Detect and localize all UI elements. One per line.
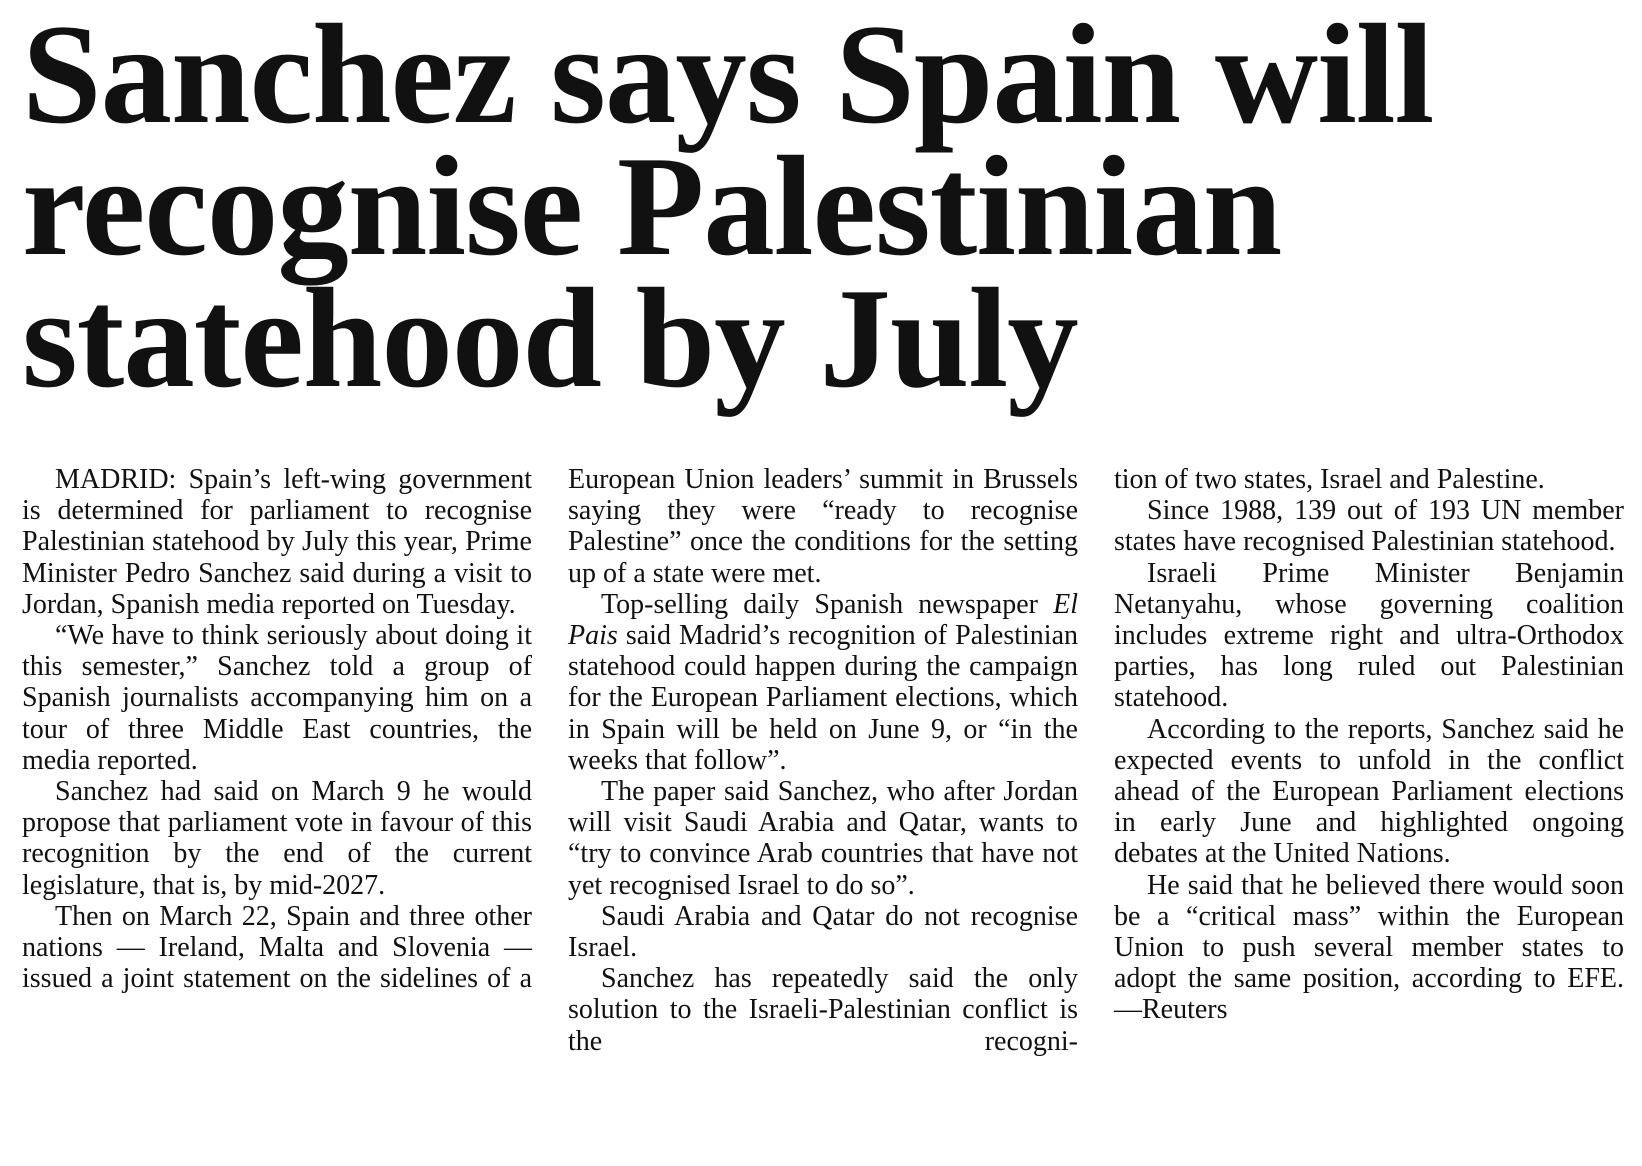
article-column-1: [22, 464, 532, 994]
paragraph-text: said Madrid’s recognition of Palestinian statehood could happen during the campaign for the European Parliament elections, which in Spain will be held on June 9, or “in the weeks that follow”.: [568, 620, 1078, 776]
headline: [22, 0, 1622, 417]
article-paragraph: tion of two states, Israel and Palestine.: [1114, 464, 1545, 495]
newspaper-name: El Pais: [568, 588, 1078, 652]
paragraph-text: Top-selling daily Spanish newspaper: [601, 588, 1054, 620]
headline-line-1: Sanchez says Spain will: [22, 0, 1434, 153]
article-column-3: [1114, 464, 1624, 1026]
article-paragraph: According to the reports, Sanchez said he expected events to unfold in the conflict ahead of the European Parliament elections in early June and highlighted ongoing debates at the United Nations.: [1114, 713, 1624, 870]
article-paragraph: European Union leaders’ summit in Brussels saying they were “ready to recognise Palestine” once the conditions for the setting up of a state were met.: [568, 464, 1078, 589]
article-paragraph: The paper said Sanchez, who after Jordan will visit Saudi Arabia and Qatar, wants to “try to convince Arab countries that have not yet recognised Israel to do so”.: [568, 776, 1078, 901]
article-paragraph: Since 1988, 139 out of 193 UN member states have recognised Palestinian statehood.: [1114, 495, 1624, 558]
headline-line-3: statehood by July: [22, 259, 1078, 417]
article-paragraph: Sanchez has repeatedly said the only solution to the Israeli-Palestinian conflict is the recogni-: [568, 963, 1078, 1057]
article-paragraph: MADRID: Spain’s left-wing government is determined for parliament to recognise Palestinian statehood by July this year, Prime Minister Pedro Sanchez said during a visit to Jordan, Spanish media reported on Tuesday.: [22, 464, 532, 620]
headline-line-2: recognise Palestinian: [22, 127, 1282, 285]
article-paragraph: Israeli Prime Minister Benjamin Netanyahu, whose governing coalition includes extreme right and ultra-Orthodox parties, has long ruled out Palestinian statehood.: [1114, 557, 1624, 714]
article-paragraph: [568, 589, 1078, 776]
article-paragraph: Then on March 22, Spain and three other nations — Ireland, Malta and Slovenia — issued a joint statement on the sidelines of a: [22, 900, 532, 995]
article-column-2: [568, 464, 1078, 1057]
article-body: [22, 464, 1630, 1164]
article-paragraph: He said that he believed there would soon be a “critical mass” within the European Union to push several member states to adopt the same position, according to EFE.—Reuters: [1114, 869, 1624, 1026]
article-paragraph: Saudi Arabia and Qatar do not recognise Israel.: [568, 900, 1078, 964]
article-paragraph: Sanchez had said on March 9 he would propose that parliament vote in favour of this recognition by the end of the current legislature, that is, by mid-2027.: [22, 776, 532, 901]
article-paragraph: “We have to think seriously about doing it this semester,” Sanchez told a group of Spanish journalists accompanying him on a tour of three Middle East countries, the media reported.: [22, 620, 532, 776]
